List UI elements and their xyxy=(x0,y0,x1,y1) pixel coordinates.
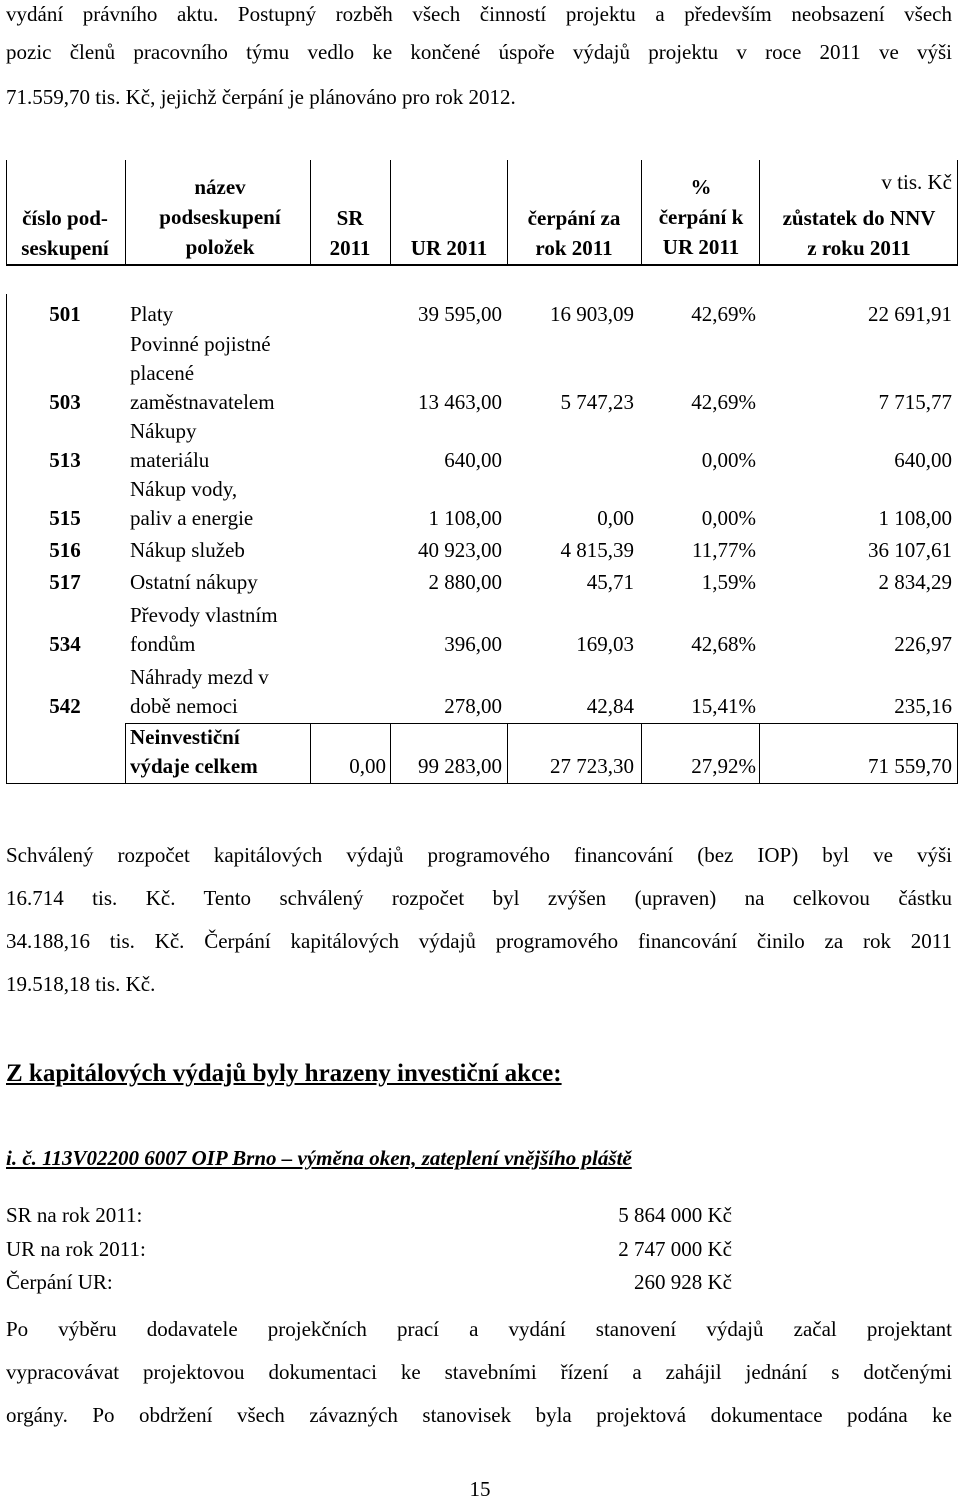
row-cerpani: 16 903,09 xyxy=(550,302,634,326)
row-name: výdaje celkem xyxy=(130,754,258,778)
row-zustatek: 36 107,61 xyxy=(868,538,952,562)
row-pct: 42,69% xyxy=(691,390,756,414)
total-col-rule xyxy=(310,723,311,783)
row-code: 534 xyxy=(49,632,81,656)
row-cerpani: 45,71 xyxy=(586,570,634,594)
intro-line-2: pozic členů pracovního týmu vedlo ke končené úspoře výdajů projektu v roce 2011 ve výši xyxy=(6,40,952,64)
header-sr: SR 2011 xyxy=(329,206,371,260)
row-pct: 42,69% xyxy=(691,302,756,326)
row-ur: 640,00 xyxy=(444,448,502,472)
row-name: Neinvestiční xyxy=(130,725,240,749)
row-zustatek: 2 834,29 xyxy=(878,570,952,594)
row-zustatek: 71 559,70 xyxy=(868,754,952,778)
intro-line-3: 71.559,70 tis. Kč, jejichž čerpání je plánováno pro rok 2012. xyxy=(6,85,516,109)
row-ur: 39 595,00 xyxy=(418,302,502,326)
row-code: 517 xyxy=(49,570,81,594)
row-code: 516 xyxy=(49,538,81,562)
row-pct: 27,92% xyxy=(691,754,756,778)
row-zustatek: 7 715,77 xyxy=(878,390,952,414)
row-code: 515 xyxy=(49,506,81,530)
para2-line-4: 19.518,18 tis. Kč. xyxy=(6,972,156,996)
row-name: Převody vlastním xyxy=(130,603,278,627)
col-rule xyxy=(641,160,642,266)
header-pct: % čerpání k UR 2011 xyxy=(658,175,744,259)
para3-line-3: orgány. Po obdržení všech závazných stanovisek byla projektová dokumentace podána ke xyxy=(6,1403,952,1427)
row-code: 542 xyxy=(49,694,81,718)
total-col-rule xyxy=(957,723,958,783)
row-ur: 278,00 xyxy=(444,694,502,718)
row-zustatek: 226,97 xyxy=(894,632,952,656)
row-ur: 99 283,00 xyxy=(418,754,502,778)
col-rule xyxy=(6,160,7,266)
kv-value-cerpani: 260 928 Kč xyxy=(634,1270,732,1294)
col-rule xyxy=(125,160,126,266)
row-pct: 11,77% xyxy=(692,538,756,562)
row-cerpani: 169,03 xyxy=(576,632,634,656)
total-col-rule xyxy=(507,723,508,783)
row-name: fondům xyxy=(130,632,196,656)
para3-line-1: Po výběru dodavatele projekčních prací a vydání stanovení výdajů začal projektant xyxy=(6,1317,952,1341)
row-code: 513 xyxy=(49,448,81,472)
intro-line-1: vydání právního aktu. Postupný rozběh všech činností projektu a především neobsazení všech xyxy=(6,2,952,26)
row-name: době nemoci xyxy=(130,694,238,718)
row-pct: 0,00% xyxy=(701,448,756,472)
col-rule xyxy=(507,160,508,266)
body-left-rule xyxy=(6,294,7,784)
row-zustatek: 640,00 xyxy=(894,448,952,472)
total-col-rule xyxy=(641,723,642,783)
row-ur: 1 108,00 xyxy=(428,506,502,530)
unit-note: v tis. Kč xyxy=(881,170,952,194)
para2-line-1: Schválený rozpočet kapitálových výdajů programového financování (bez IOP) byl ve výši xyxy=(6,843,952,867)
header-code: číslo pod- seskupení xyxy=(21,206,109,260)
col-rule xyxy=(390,160,391,266)
col-rule xyxy=(957,160,958,266)
row-ur: 2 880,00 xyxy=(428,570,502,594)
row-name: zaměstnavatelem xyxy=(130,390,275,414)
row-name: Povinné pojistné xyxy=(130,332,271,356)
project-subheading: i. č. 113V02200 6007 OIP Brno – výměna oken, zateplení vnějšího pláště xyxy=(6,1146,632,1170)
para3-line-2: vypracovávat projektovou dokumentaci ke stavebními řízení a zahájil jednání s dotčenými xyxy=(6,1360,952,1384)
total-top-rule xyxy=(125,723,958,724)
row-name: placené xyxy=(130,361,195,385)
row-name: Ostatní nákupy xyxy=(130,570,258,594)
row-ur: 40 923,00 xyxy=(418,538,502,562)
kv-label-ur: UR na rok 2011: xyxy=(6,1237,146,1261)
row-cerpani: 0,00 xyxy=(597,506,634,530)
row-pct: 0,00% xyxy=(701,506,756,530)
col-rule xyxy=(759,160,760,266)
col-rule xyxy=(310,160,311,266)
row-name: materiálu xyxy=(130,448,210,472)
total-col-rule xyxy=(125,723,126,783)
header-cerpani: čerpání za rok 2011 xyxy=(527,206,621,260)
row-name: Nákup vody, xyxy=(130,477,238,501)
total-col-rule xyxy=(759,723,760,783)
para2-line-2: 16.714 tis. Kč. Tento schválený rozpočet byl zvýšen (upraven) na celkovou částku xyxy=(6,886,952,910)
table-bottom-rule xyxy=(6,783,958,784)
row-pct: 42,68% xyxy=(691,632,756,656)
para2-line-3: 34.188,16 tis. Kč. Čerpání kapitálových výdajů programového financování činilo za rok 2011 xyxy=(6,929,952,953)
row-cerpani: 42,84 xyxy=(586,694,634,718)
row-name: Náhrady mezd v xyxy=(130,665,269,689)
row-zustatek: 22 691,91 xyxy=(868,302,952,326)
header-zustatek: zůstatek do NNV z roku 2011 xyxy=(782,206,936,260)
row-code: 501 xyxy=(49,302,81,326)
kv-value-sr: 5 864 000 Kč xyxy=(618,1203,732,1227)
row-cerpani: 5 747,23 xyxy=(560,390,634,414)
row-name: Nákup služeb xyxy=(130,538,245,562)
row-pct: 15,41% xyxy=(691,694,756,718)
row-pct: 1,59% xyxy=(701,570,756,594)
row-name: paliv a energie xyxy=(130,506,254,530)
row-name: Platy xyxy=(130,302,174,326)
row-code: 503 xyxy=(49,390,81,414)
row-name: Nákupy xyxy=(130,419,197,443)
row-ur: 13 463,00 xyxy=(418,390,502,414)
row-zustatek: 235,16 xyxy=(894,694,952,718)
row-cerpani: 27 723,30 xyxy=(550,754,634,778)
page-number: 15 xyxy=(469,1477,491,1501)
section-heading: Z kapitálových výdajů byly hrazeny investiční akce: xyxy=(6,1060,562,1087)
row-zustatek: 1 108,00 xyxy=(878,506,952,530)
header-name: název podseskupení položek xyxy=(159,175,281,259)
kv-label-sr: SR na rok 2011: xyxy=(6,1203,143,1227)
header-rule xyxy=(6,264,958,266)
kv-value-ur: 2 747 000 Kč xyxy=(618,1237,732,1261)
row-sr: 0,00 xyxy=(349,754,386,778)
row-ur: 396,00 xyxy=(444,632,502,656)
row-cerpani: 4 815,39 xyxy=(560,538,634,562)
header-ur: UR 2011 xyxy=(410,236,488,260)
total-col-rule xyxy=(390,723,391,783)
kv-label-cerpani: Čerpání UR: xyxy=(6,1270,113,1294)
